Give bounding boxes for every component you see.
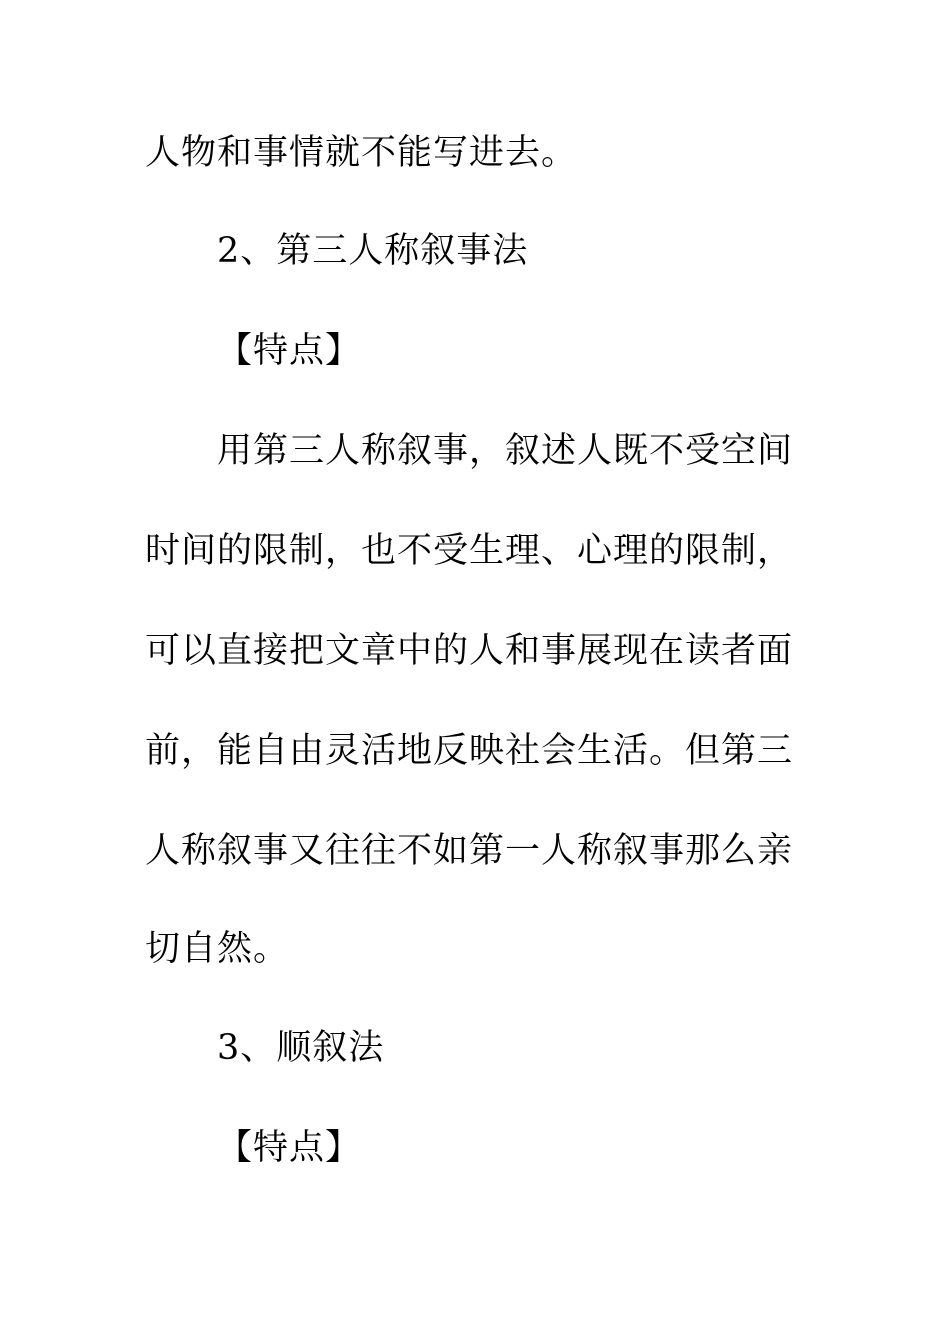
paragraph-line: 切自然。 xyxy=(145,929,290,969)
paragraph-line: 人物和事情就不能写进去。 xyxy=(145,133,578,173)
paragraph-line: 人称叙事又往往不如第一人称叙事那么亲 xyxy=(145,831,794,871)
paragraph-line: 可以直接把文章中的人和事展现在读者面 xyxy=(145,631,794,671)
section-heading: 2、第三人称叙事法 xyxy=(217,231,529,271)
feature-label: 【特点】 xyxy=(217,331,362,371)
paragraph-line: 用第三人称叙事，叙述人既不受空间 xyxy=(217,431,794,471)
paragraph-line: 时间的限制，也不受生理、心理的限制， xyxy=(145,531,794,571)
section-heading: 3、顺叙法 xyxy=(217,1028,385,1068)
paragraph-line: 前，能自由灵活地反映社会生活。但第三 xyxy=(145,731,794,771)
feature-label: 【特点】 xyxy=(217,1128,362,1168)
